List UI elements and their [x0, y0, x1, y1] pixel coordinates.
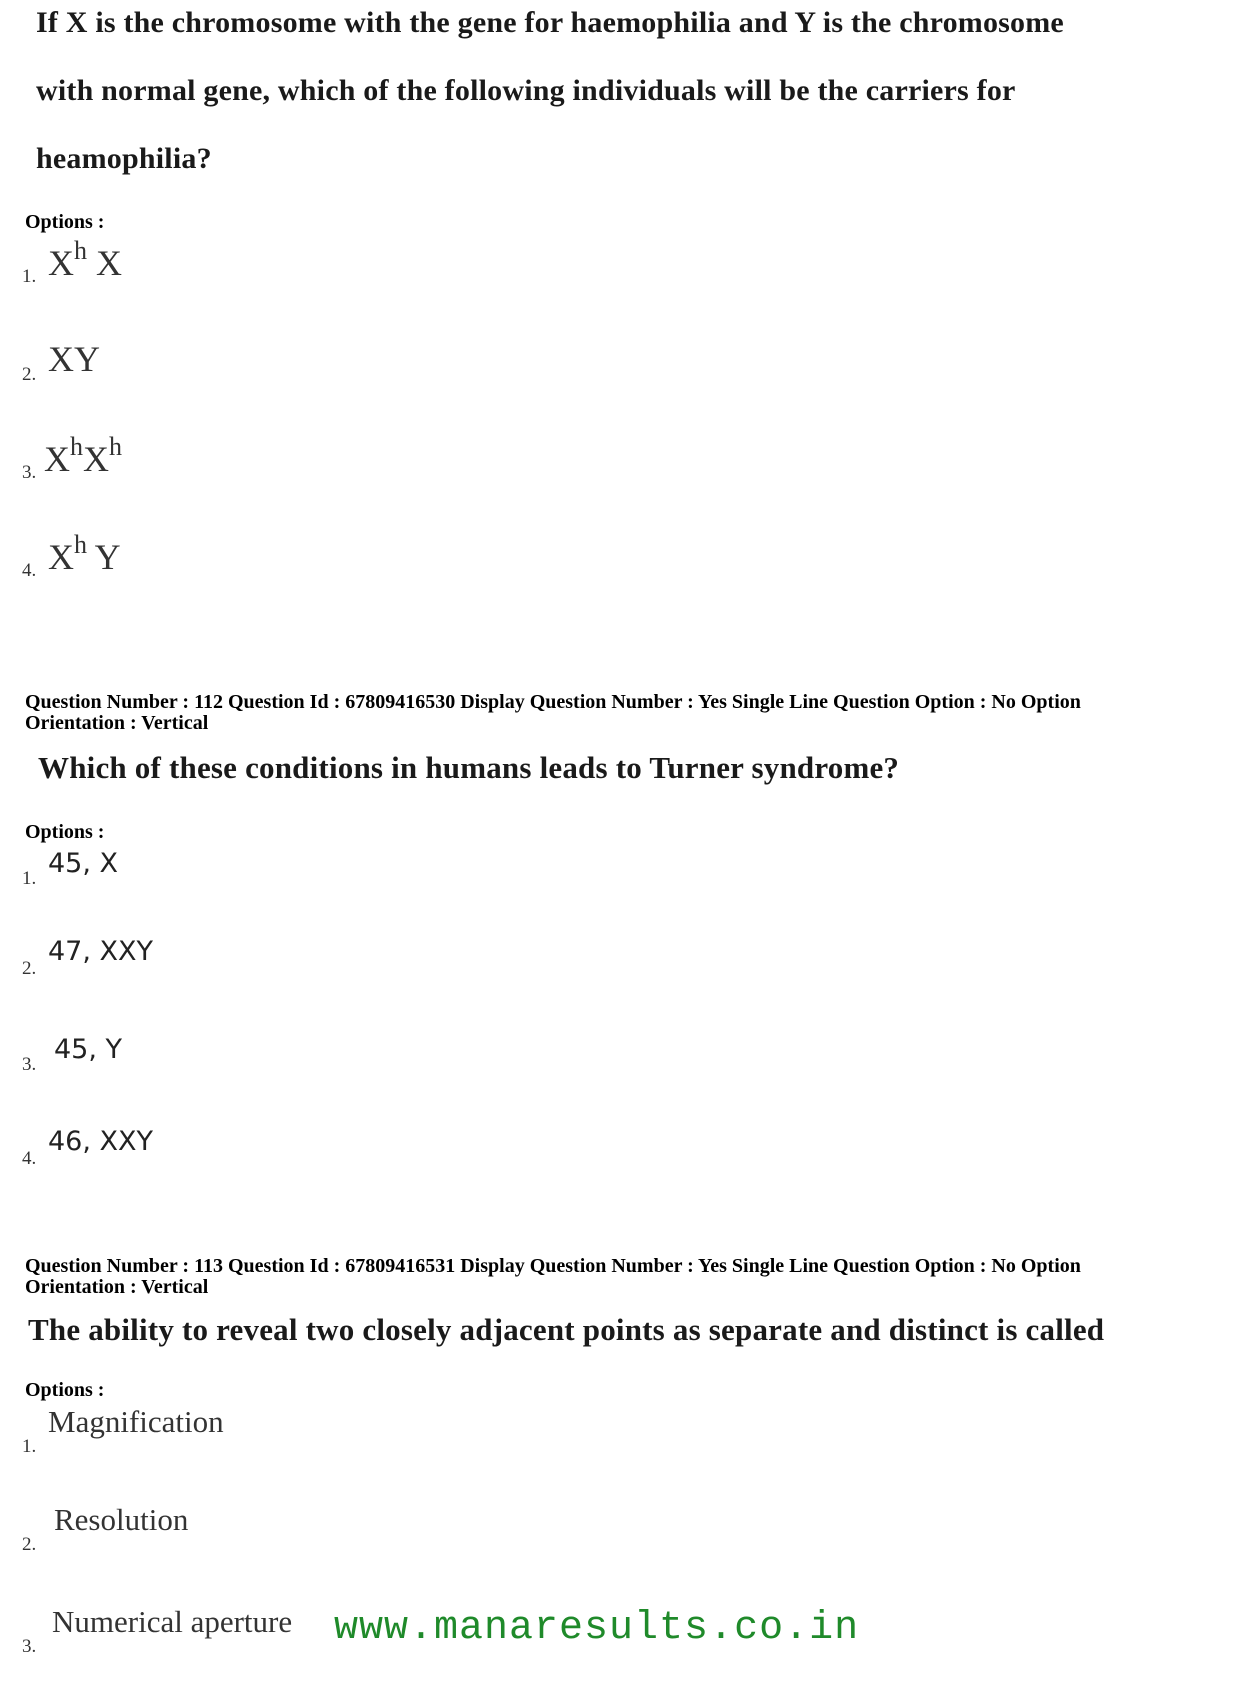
site-watermark: www.manaresults.co.in — [334, 1606, 860, 1651]
option-text: Magnification — [48, 1404, 224, 1439]
q113-meta-line-1: Question Number : 113 Question Id : 67809416531 Display Question Number : Yes Single Line Question Option : No Option — [25, 1255, 1081, 1277]
q113-option-2[interactable] — [22, 1502, 322, 1558]
q112-option-3[interactable] — [22, 1034, 222, 1084]
q113-option-3[interactable] — [22, 1604, 322, 1660]
q112-option-4[interactable] — [22, 1126, 222, 1176]
option-formula: $X^h$ Y — [48, 530, 121, 577]
q111-option-3[interactable] — [22, 428, 222, 488]
option-number: 3. — [22, 1054, 37, 1075]
q113-options-label: Options : — [25, 1379, 105, 1401]
q111-option-2[interactable] — [22, 330, 222, 390]
option-text: Resolution — [54, 1502, 189, 1537]
option-text: 46, XXY — [48, 1126, 154, 1157]
q111-text-line-2: with normal gene, which of the following individuals will be the carriers for — [36, 74, 1016, 107]
option-number: 3. — [22, 1636, 37, 1657]
option-number: 2. — [22, 958, 37, 979]
option-number: 3. — [22, 462, 37, 483]
q112-question-text: Which of these conditions in humans leads to Turner syndrome? — [38, 750, 900, 785]
q111-option-1[interactable] — [22, 232, 222, 292]
q112-meta-line-2: Orientation : Vertical — [25, 712, 209, 734]
option-number: 2. — [22, 1534, 37, 1555]
q112-meta-line-1: Question Number : 112 Question Id : 67809416530 Display Question Number : Yes Single Line Question Option : No Option — [25, 691, 1081, 713]
q111-text-line-3: heamophilia? — [36, 142, 212, 175]
option-number: 2. — [22, 364, 37, 385]
q113-question-text: The ability to reveal two closely adjacent points as separate and distinct is called — [28, 1312, 1105, 1347]
option-text: 45, X — [48, 848, 119, 879]
option-formula: XY — [48, 339, 100, 379]
q112-option-1[interactable] — [22, 848, 222, 898]
q111-option-4[interactable] — [22, 526, 222, 586]
option-formula: $X^hX^h$ — [44, 432, 122, 479]
option-text: 45, Y — [54, 1034, 123, 1065]
q113-meta-line-2: Orientation : Vertical — [25, 1276, 209, 1298]
q111-options-label: Options : — [25, 211, 105, 233]
option-number: 1. — [22, 868, 37, 889]
option-text: 47, XXY — [48, 936, 154, 967]
option-number: 1. — [22, 1436, 37, 1457]
option-number: 4. — [22, 560, 37, 581]
q112-options-label: Options : — [25, 821, 105, 843]
q112-option-2[interactable] — [22, 936, 222, 986]
q113-option-1[interactable] — [22, 1404, 322, 1460]
q111-text-line-1: If X is the chromosome with the gene for haemophilia and Y is the chromosome — [36, 6, 1064, 39]
option-number: 1. — [22, 266, 37, 287]
option-text: Numerical aperture — [52, 1604, 293, 1639]
option-number: 4. — [22, 1148, 37, 1169]
option-formula: $X^h$ X — [48, 236, 122, 283]
